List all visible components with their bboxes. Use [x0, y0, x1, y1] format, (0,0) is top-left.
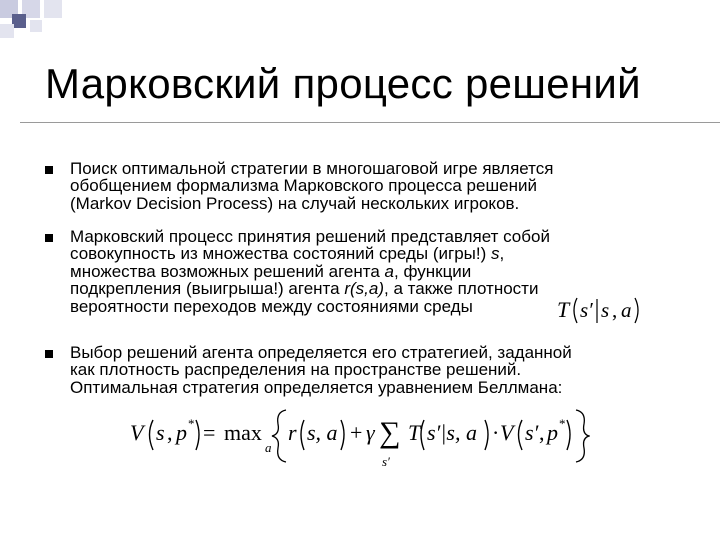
formula-V: V — [130, 420, 144, 445]
paren-left — [421, 420, 424, 450]
formula-gamma: γ — [366, 420, 375, 445]
bullet-marker — [45, 166, 53, 174]
transition-formula — [555, 293, 645, 327]
formula-T: T — [557, 297, 570, 322]
paren-right — [485, 420, 488, 450]
text-line: обобщением формализма Марковского процесса решений — [70, 176, 537, 196]
var-a: a — [384, 261, 394, 281]
formula-sum-sub: s′ — [382, 454, 390, 469]
text-fragment: , а также плотности — [384, 279, 539, 299]
formula-p: p — [176, 420, 187, 445]
text-line: Марковский процесс принятия решений представляет собой — [70, 227, 550, 246]
formula-s-prime: s′ — [580, 298, 593, 322]
formula-T: T — [408, 420, 421, 445]
formula-comma: , — [612, 298, 618, 322]
formula-dot: · — [492, 420, 500, 445]
bullet-marker — [45, 234, 53, 242]
formula-comma: , — [539, 420, 545, 445]
brace-right — [576, 410, 589, 462]
bullet-text-3 — [70, 344, 675, 396]
formula-s-prime: s′ — [525, 420, 539, 445]
text-fragment: , функции — [394, 261, 472, 281]
formula-plus: + — [350, 420, 363, 445]
text-line: Выбор решений агента определяется его стратегией, заданной — [70, 343, 572, 362]
brace-left — [272, 410, 286, 462]
formula-max: max — [224, 420, 262, 445]
paren-right — [341, 420, 344, 450]
formula-T-args: s′|s, a — [427, 420, 477, 445]
bellman-equation — [130, 400, 590, 472]
formula-eq: = — [203, 420, 216, 445]
text-line: Поиск оптимальной стратегии в многошаговой игре является — [70, 159, 554, 178]
formula-p2: p — [547, 420, 558, 445]
text-fragment: , — [499, 244, 505, 264]
paren-left — [301, 420, 304, 450]
text-line: как плотность распределения на пространстве решений. — [70, 360, 522, 380]
text-line: вероятности переходов между состояниями среды — [70, 296, 473, 316]
bullet-text-1 — [70, 160, 675, 212]
paren-right — [196, 420, 199, 450]
text-line: (Markov Decision Process) на случай нескольких игроков. — [70, 193, 520, 213]
text-line — [70, 245, 675, 262]
formula-r: r — [288, 420, 297, 445]
paren-right — [635, 298, 638, 323]
var-s: s — [491, 244, 500, 264]
slide-title: Марковский процесс решений — [45, 60, 641, 107]
text-fragment: совокупность из множества состояний среды (игры!) — [70, 244, 492, 264]
var-rsa: r(s,a) — [344, 279, 384, 299]
formula-max-sub: a — [265, 440, 272, 455]
bullet-marker — [45, 350, 53, 358]
formula-sum: ∑ — [379, 416, 401, 449]
paren-right — [567, 420, 570, 450]
formula-s: s — [156, 420, 165, 445]
paren-left — [574, 298, 577, 323]
text-line: Оптимальная стратегия определяется уравнением Беллмана: — [70, 377, 563, 397]
formula-a: a — [621, 298, 632, 322]
text-fragment: множества возможных решений агента — [70, 261, 385, 281]
formula-comma: , — [167, 420, 173, 445]
formula-star: * — [188, 416, 195, 431]
formula-s: s — [601, 298, 610, 322]
formula-star2: * — [559, 416, 566, 431]
paren-left — [150, 420, 154, 450]
title-divider — [20, 122, 720, 123]
formula-V2: V — [500, 420, 514, 445]
formula-sa: s, a — [307, 420, 338, 445]
corner-decoration — [0, 0, 720, 44]
text-fragment: подкрепления (выигрыша!) агента — [70, 279, 345, 299]
paren-left — [519, 420, 523, 450]
text-line — [70, 263, 675, 280]
